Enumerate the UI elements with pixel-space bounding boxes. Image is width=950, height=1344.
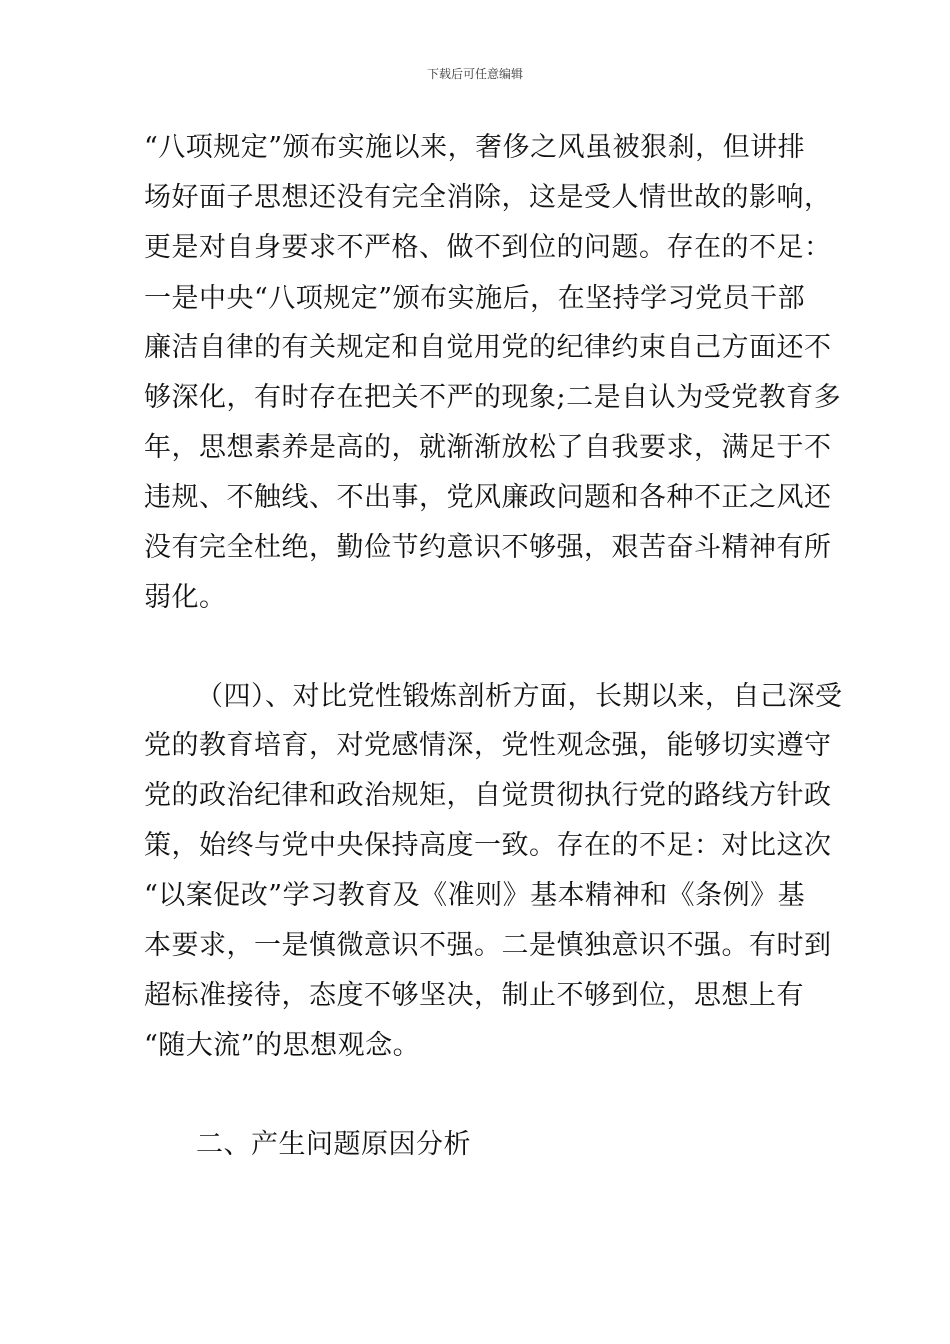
paragraph-line: 够深化，有时存在把关不严的现象;二是自认为受党教育多 [144, 382, 842, 413]
paragraph-line: 超标准接待，态度不够坚决，制止不够到位，思想上有 [144, 980, 804, 1011]
paragraph-line: 年，思想素养是高的，就渐渐放松了自我要求，满足于不 [144, 432, 832, 463]
paragraph-line: 场好面子思想还没有完全消除，这是受人情世故的影响， [144, 182, 832, 213]
paragraph-line: 党的政治纪律和政治规矩，自觉贯彻执行党的路线方针政 [144, 780, 832, 811]
paragraph-line: 违规、不触线、不出事，党风廉政问题和各种不正之风还 [144, 482, 832, 513]
paragraph-line: 策，始终与党中央保持高度一致。存在的不足：对比这次 [144, 830, 832, 861]
paragraph-line: 更是对自身要求不严格、做不到位的问题。存在的不足： [144, 232, 832, 263]
paragraph-line: 本要求，一是慎微意识不强。二是慎独意识不强。有时到 [144, 930, 832, 961]
paragraph-line: “随大流”的思想观念。 [144, 1030, 421, 1061]
paragraph-line: 一是中央“八项规定”颁布实施后，在坚持学习党员干部 [144, 283, 806, 314]
page-header: 下载后可任意编辑 [426, 67, 523, 81]
paragraph-line: “八项规定”颁布实施以来，奢侈之风虽被狠刹，但讲排 [144, 132, 806, 163]
paragraph-line: 没有完全杜绝，勤俭节约意识不够强，艰苦奋斗精神有所 [144, 532, 832, 563]
paragraph-line: “以案促改”学习教育及《准则》基本精神和《条例》基 [144, 880, 806, 911]
paragraph-line: 廉洁自律的有关规定和自觉用党的纪律约束自己方面还不 [144, 332, 832, 363]
paragraph-line: （四）、对比党性锻炼剖析方面，长期以来，自己深受 [196, 681, 843, 712]
section-heading: 二、产生问题原因分析 [196, 1129, 471, 1160]
paragraph-line: 党的教育培育，对党感情深，党性观念强，能够切实遵守 [144, 730, 832, 761]
paragraph-line: 弱化。 [144, 582, 227, 613]
